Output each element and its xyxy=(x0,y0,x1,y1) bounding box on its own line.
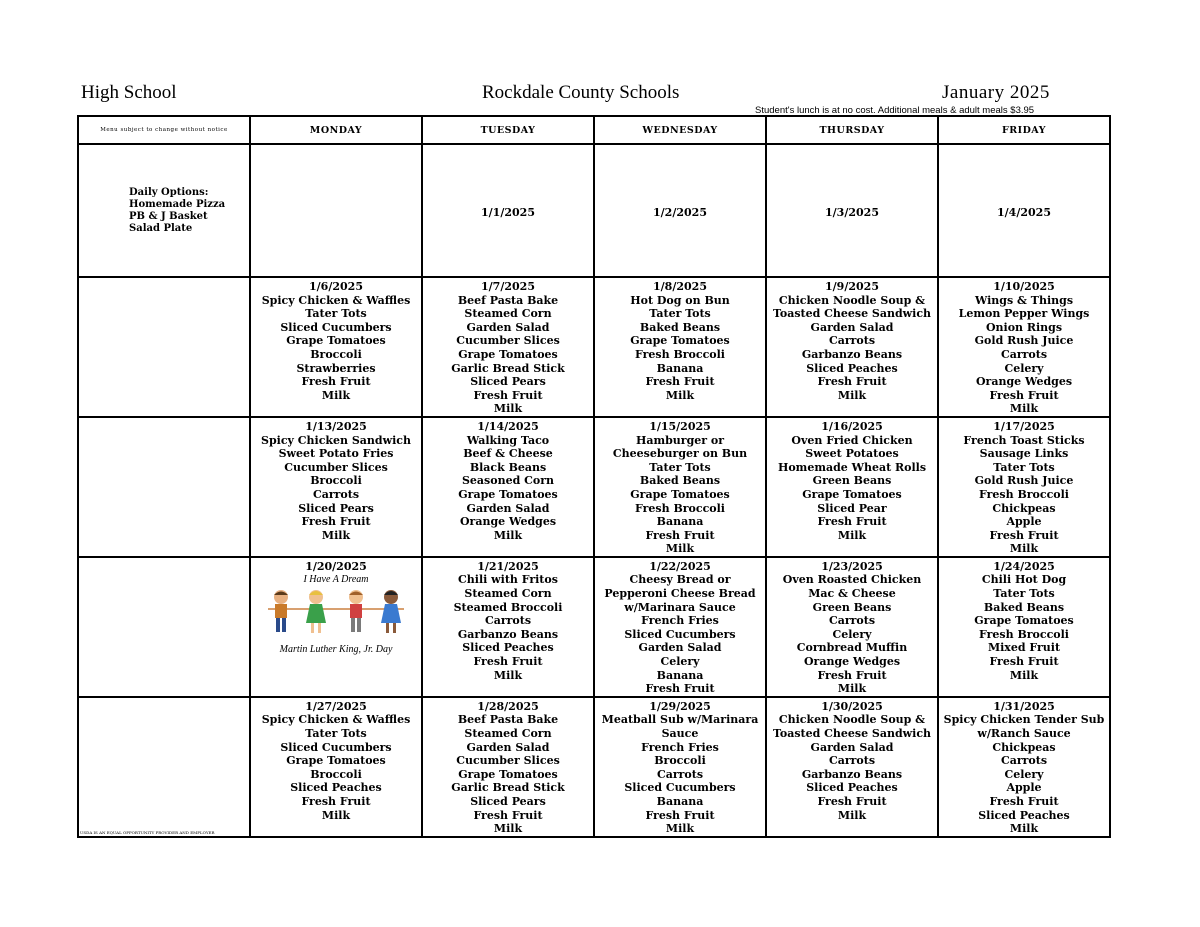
menu-item: Baked Beans xyxy=(983,600,1065,614)
menu-list xyxy=(767,698,937,822)
menu-item: French Toast Sticks xyxy=(963,433,1085,447)
menu-item: Baked Beans xyxy=(639,474,721,488)
day-cell xyxy=(938,144,1110,277)
day-date: 1/4/2025 xyxy=(997,206,1051,219)
menu-list xyxy=(939,698,1109,836)
menu-item: Carrots xyxy=(1000,754,1048,768)
menu-item: Milk xyxy=(493,668,523,682)
menu-item: Spicy Chicken Tender Sub xyxy=(943,713,1105,727)
menu-item: Fresh Broccoli xyxy=(979,487,1069,501)
menu-item: Toasted Cheese Sandwich xyxy=(772,307,932,321)
day-cell xyxy=(766,557,938,697)
menu-list xyxy=(595,698,765,836)
menu-item: Fresh Fruit xyxy=(989,655,1059,669)
menu-item: Fresh Broccoli xyxy=(635,347,725,361)
menu-list xyxy=(251,698,421,822)
children-holding-hands-icon xyxy=(256,587,416,639)
menu-item: Banana xyxy=(656,361,704,375)
day-date: 1/30/2025 xyxy=(821,699,883,713)
menu-item: Black Beans xyxy=(469,460,547,474)
menu-item: Banana xyxy=(656,794,704,808)
mlk-caption-bottom: Martin Luther King, Jr. Day xyxy=(279,643,393,655)
menu-item: Garbanzo Beans xyxy=(801,347,903,361)
menu-item: Fresh Fruit xyxy=(645,808,715,822)
side-cell xyxy=(78,697,250,837)
day-cell xyxy=(594,697,766,837)
day-header-monday: MONDAY xyxy=(250,116,422,144)
menu-item: Sweet Potatoes xyxy=(805,447,899,461)
menu-item: Fresh Fruit xyxy=(301,375,371,389)
menu-item: Fresh Fruit xyxy=(645,682,715,696)
day-date: 1/1/2025 xyxy=(481,206,535,219)
day-date: 1/16/2025 xyxy=(821,419,883,433)
menu-item: Cheesy Bread or xyxy=(629,573,731,587)
menu-item: Fresh Fruit xyxy=(817,794,887,808)
menu-item: Milk xyxy=(1009,542,1039,556)
menu-item: Sliced Pears xyxy=(470,375,546,389)
menu-item: Milk xyxy=(665,388,695,402)
day-cell xyxy=(938,277,1110,417)
day-date: 1/14/2025 xyxy=(477,419,539,433)
day-cell xyxy=(250,277,422,417)
menu-item: Green Beans xyxy=(812,474,892,488)
menu-calendar xyxy=(77,115,1111,838)
menu-item: Sliced Pears xyxy=(298,501,374,515)
side-cell xyxy=(78,417,250,557)
menu-item: Sliced Peaches xyxy=(462,641,554,655)
menu-item: Sliced Cucumbers xyxy=(280,740,392,754)
menu-item: Celery xyxy=(1004,361,1044,375)
menu-item: Onion Rings xyxy=(985,320,1063,334)
menu-item: Milk xyxy=(493,402,523,416)
menu-item: Spicy Chicken Sandwich xyxy=(261,433,411,447)
menu-item: Sliced Pear xyxy=(817,501,887,515)
menu-item: Beef & Cheese xyxy=(463,447,553,461)
menu-item: Sausage Links xyxy=(979,447,1069,461)
day-cell xyxy=(250,417,422,557)
day-date: 1/2/2025 xyxy=(653,206,707,219)
daily-options-heading: Daily Options: xyxy=(129,186,209,198)
menu-item: Grape Tomatoes xyxy=(802,487,902,501)
menu-item: Milk xyxy=(837,682,867,696)
menu-item: Broccoli xyxy=(310,767,362,781)
menu-list xyxy=(767,278,937,402)
week-row-2 xyxy=(78,417,1110,557)
menu-item: Milk xyxy=(493,528,523,542)
daily-option: Salad Plate xyxy=(129,222,193,234)
menu-item: Beef Pasta Bake xyxy=(457,713,559,727)
menu-item: Milk xyxy=(1009,668,1039,682)
menu-item: Meatball Sub w/Marinara xyxy=(601,713,759,727)
menu-item: Tater Tots xyxy=(305,727,367,740)
menu-item: French Fries xyxy=(641,740,719,754)
day-cell xyxy=(766,697,938,837)
menu-item: Fresh Fruit xyxy=(301,794,371,808)
menu-list xyxy=(767,418,937,542)
menu-item: Tater Tots xyxy=(649,460,711,474)
menu-item: Carrots xyxy=(484,614,532,628)
menu-item: Fresh Fruit xyxy=(989,794,1059,808)
menu-item: Pepperoni Cheese Bread xyxy=(604,587,756,601)
menu-item: Garlic Bread Stick xyxy=(451,781,565,795)
menu-item: Grape Tomatoes xyxy=(630,487,730,501)
menu-item: Tater Tots xyxy=(993,460,1055,474)
day-cell xyxy=(766,277,938,417)
day-date: 1/6/2025 xyxy=(309,280,363,293)
menu-list xyxy=(767,558,937,696)
menu-item: Chickpeas xyxy=(992,740,1056,754)
menu-item: Steamed Corn xyxy=(464,587,552,601)
day-date: 1/23/2025 xyxy=(821,559,883,573)
menu-item: Grape Tomatoes xyxy=(458,347,558,361)
menu-item: Broccoli xyxy=(654,754,706,768)
week-row-1 xyxy=(78,277,1110,417)
menu-item: Cucumber Slices xyxy=(456,754,560,768)
day-date: 1/17/2025 xyxy=(993,419,1055,433)
menu-item: Orange Wedges xyxy=(459,515,557,529)
menu-item: Fresh Fruit xyxy=(645,375,715,389)
menu-item: Chicken Noodle Soup & xyxy=(778,293,926,307)
day-date: 1/15/2025 xyxy=(649,419,711,433)
menu-item: Sliced Pears xyxy=(470,794,546,808)
menu-list xyxy=(939,418,1109,556)
menu-item: Baked Beans xyxy=(639,320,721,334)
menu-item: Mixed Fruit xyxy=(987,641,1061,655)
menu-item: Garbanzo Beans xyxy=(457,627,559,641)
menu-item: Banana xyxy=(656,515,704,529)
daily-option: Homemade Pizza xyxy=(129,198,226,210)
week-row-4 xyxy=(78,697,1110,837)
day-cell xyxy=(594,557,766,697)
day-date: 1/8/2025 xyxy=(653,280,707,293)
menu-item: Sliced Cucumbers xyxy=(624,781,736,795)
menu-item: Milk xyxy=(665,822,695,836)
week-row-0 xyxy=(78,144,1110,277)
day-header-friday: FRIDAY xyxy=(938,116,1110,144)
menu-item: Hamburger or xyxy=(635,433,725,447)
menu-item: Celery xyxy=(1004,767,1044,781)
corner-note: Menu subject to change without notice xyxy=(78,116,250,144)
menu-item: Carrots xyxy=(828,614,876,628)
menu-item: Apple xyxy=(1006,515,1042,529)
side-cell xyxy=(78,557,250,697)
menu-list xyxy=(939,278,1109,416)
district-title: Rockdale County Schools xyxy=(482,82,680,103)
school-level-title: High School xyxy=(81,82,177,103)
menu-item: Oven Fried Chicken xyxy=(791,433,913,447)
menu-list xyxy=(423,698,593,836)
menu-item: Homemade Wheat Rolls xyxy=(777,460,927,474)
day-date: 1/13/2025 xyxy=(305,419,367,433)
menu-item: Cheeseburger on Bun xyxy=(612,447,748,461)
day-cell xyxy=(422,557,594,697)
menu-item: Carrots xyxy=(656,767,704,781)
menu-item: Sweet Potato Fries xyxy=(278,447,394,461)
menu-item: Sliced Peaches xyxy=(978,808,1070,822)
menu-item: Garden Salad xyxy=(466,740,550,754)
menu-item: w/Ranch Sauce xyxy=(977,727,1071,740)
menu-list xyxy=(595,558,765,696)
menu-item: Garden Salad xyxy=(810,740,894,754)
menu-item: Carrots xyxy=(312,487,360,501)
menu-item: Toasted Cheese Sandwich xyxy=(772,727,932,740)
menu-item: Banana xyxy=(656,668,704,682)
day-cell xyxy=(938,557,1110,697)
daily-option: PB & J Basket xyxy=(129,210,208,222)
day-cell xyxy=(422,417,594,557)
day-date: 1/3/2025 xyxy=(825,206,879,219)
day-header-tuesday: TUESDAY xyxy=(422,116,594,144)
menu-item: Garlic Bread Stick xyxy=(451,361,565,375)
menu-item: Grape Tomatoes xyxy=(286,334,386,348)
menu-item: Grape Tomatoes xyxy=(974,614,1074,628)
menu-item: Tater Tots xyxy=(649,307,711,321)
mlk-day-graphic xyxy=(251,573,421,656)
menu-item: Fresh Fruit xyxy=(817,668,887,682)
day-cell xyxy=(594,277,766,417)
menu-list xyxy=(251,418,421,542)
side-cell xyxy=(78,277,250,417)
menu-item: Oven Roasted Chicken xyxy=(782,573,922,587)
menu-list xyxy=(251,278,421,402)
menu-item: Wings & Things xyxy=(974,293,1074,307)
menu-item: Milk xyxy=(1009,402,1039,416)
menu-item: w/Marinara Sauce xyxy=(624,600,736,614)
menu-item: Fresh Broccoli xyxy=(979,627,1069,641)
day-cell xyxy=(594,417,766,557)
menu-item: Chili with Fritos xyxy=(458,573,558,587)
menu-item: Cucumber Slices xyxy=(284,460,388,474)
menu-item: Grape Tomatoes xyxy=(458,767,558,781)
day-date: 1/20/2025 xyxy=(305,559,367,573)
day-cell xyxy=(250,697,422,837)
day-cell xyxy=(938,417,1110,557)
day-header-wednesday: WEDNESDAY xyxy=(594,116,766,144)
menu-item: Milk xyxy=(837,528,867,542)
menu-item: Fresh Fruit xyxy=(817,515,887,529)
menu-item: Tater Tots xyxy=(993,587,1055,601)
menu-item: Fresh Fruit xyxy=(989,388,1059,402)
menu-item: Carrots xyxy=(828,334,876,348)
menu-item: Fresh Fruit xyxy=(301,515,371,529)
menu-item: Fresh Broccoli xyxy=(635,501,725,515)
menu-item: Walking Taco xyxy=(466,433,550,447)
day-date: 1/7/2025 xyxy=(481,280,535,293)
menu-item: Carrots xyxy=(828,754,876,768)
menu-item: Sauce xyxy=(661,727,699,740)
menu-item: Apple xyxy=(1006,781,1042,795)
menu-item: Tater Tots xyxy=(305,307,367,321)
menu-item: Carrots xyxy=(1000,347,1048,361)
menu-item: Chicken Noodle Soup & xyxy=(778,713,926,727)
menu-item: Green Beans xyxy=(812,600,892,614)
daily-options xyxy=(79,187,249,235)
day-date: 1/29/2025 xyxy=(649,699,711,713)
menu-item: Cornbread Muffin xyxy=(796,641,908,655)
menu-item: Grape Tomatoes xyxy=(630,334,730,348)
menu-item: Milk xyxy=(837,808,867,822)
day-cell xyxy=(594,144,766,277)
day-header-thursday: THURSDAY xyxy=(766,116,938,144)
menu-item: Spicy Chicken & Waffles xyxy=(261,713,411,727)
mlk-caption-top: I Have A Dream xyxy=(303,574,369,586)
week-row-3 xyxy=(78,557,1110,697)
day-cell xyxy=(422,277,594,417)
day-cell xyxy=(422,697,594,837)
daily-options-cell xyxy=(78,144,250,277)
menu-item: Seasoned Corn xyxy=(461,474,554,488)
day-cell xyxy=(250,144,422,277)
day-date: 1/22/2025 xyxy=(649,559,711,573)
menu-item: Sliced Peaches xyxy=(806,781,898,795)
menu-item: Milk xyxy=(321,388,351,402)
menu-item: Mac & Cheese xyxy=(808,587,896,601)
menu-list xyxy=(939,558,1109,682)
menu-item: Sliced Peaches xyxy=(806,361,898,375)
menu-item: Fresh Fruit xyxy=(989,528,1059,542)
menu-list xyxy=(595,278,765,402)
month-title: January 2025 xyxy=(942,82,1050,103)
day-cell xyxy=(766,417,938,557)
holiday-cell xyxy=(251,558,421,656)
menu-item: Lemon Pepper Wings xyxy=(958,307,1090,321)
menu-item: Fresh Fruit xyxy=(645,528,715,542)
day-date: 1/9/2025 xyxy=(825,280,879,293)
menu-item: Milk xyxy=(665,542,695,556)
menu-item: Chili Hot Dog xyxy=(981,573,1067,587)
day-cell xyxy=(250,557,422,697)
day-date: 1/28/2025 xyxy=(477,699,539,713)
menu-item: Fresh Fruit xyxy=(473,808,543,822)
menu-item: Milk xyxy=(837,388,867,402)
menu-item: Beef Pasta Bake xyxy=(457,293,559,307)
menu-item: Garden Salad xyxy=(466,501,550,515)
menu-item: Milk xyxy=(493,822,523,836)
menu-item: Strawberries xyxy=(296,361,376,375)
menu-item: Sliced Cucumbers xyxy=(280,320,392,334)
menu-item: Grape Tomatoes xyxy=(458,487,558,501)
menu-item: Orange Wedges xyxy=(975,375,1073,389)
day-cell xyxy=(938,697,1110,837)
meal-cost-notice: Student's lunch is at no cost. Additional meals & adult meals $3.95 xyxy=(755,105,1035,116)
day-date: 1/27/2025 xyxy=(305,699,367,713)
menu-item: Fresh Fruit xyxy=(473,655,543,669)
menu-item: Garden Salad xyxy=(638,641,722,655)
menu-item: Steamed Corn xyxy=(464,727,552,740)
day-cell xyxy=(766,144,938,277)
menu-item: Milk xyxy=(321,528,351,542)
day-date: 1/31/2025 xyxy=(993,699,1055,713)
menu-item: Milk xyxy=(1009,822,1039,836)
menu-item: Orange Wedges xyxy=(803,655,901,669)
menu-item: Fresh Fruit xyxy=(817,375,887,389)
day-cell xyxy=(422,144,594,277)
menu-item: Garden Salad xyxy=(810,320,894,334)
menu-item: Gold Rush Juice xyxy=(974,334,1074,348)
menu-item: Steamed Broccoli xyxy=(453,600,563,614)
day-date: 1/21/2025 xyxy=(477,559,539,573)
menu-item: Sliced Peaches xyxy=(290,781,382,795)
day-date: 1/24/2025 xyxy=(993,559,1055,573)
menu-item: Steamed Corn xyxy=(464,307,552,321)
menu-list xyxy=(423,558,593,682)
menu-item: Celery xyxy=(832,627,872,641)
menu-item: Gold Rush Juice xyxy=(974,474,1074,488)
menu-item: Broccoli xyxy=(310,474,362,488)
menu-item: Grape Tomatoes xyxy=(286,754,386,768)
menu-item: Milk xyxy=(321,808,351,822)
menu-item: Broccoli xyxy=(310,347,362,361)
usda-footnote: USDA IS AN EQUAL OPPORTUNITY PROVIDER AND EMPLOYER xyxy=(80,829,215,835)
menu-list xyxy=(423,418,593,542)
day-date: 1/10/2025 xyxy=(993,280,1055,293)
day-header-row xyxy=(78,116,1110,144)
menu-item: Garbanzo Beans xyxy=(801,767,903,781)
menu-item: Celery xyxy=(660,655,700,669)
menu-item: French Fries xyxy=(641,614,719,628)
menu-item: Spicy Chicken & Waffles xyxy=(261,293,411,307)
menu-item: Cucumber Slices xyxy=(456,334,560,348)
menu-list xyxy=(595,418,765,556)
menu-item: Garden Salad xyxy=(466,320,550,334)
menu-item: Chickpeas xyxy=(992,501,1056,515)
menu-item: Hot Dog on Bun xyxy=(630,293,730,307)
menu-item: Fresh Fruit xyxy=(473,388,543,402)
menu-list xyxy=(423,278,593,416)
menu-item: Sliced Cucumbers xyxy=(624,627,736,641)
